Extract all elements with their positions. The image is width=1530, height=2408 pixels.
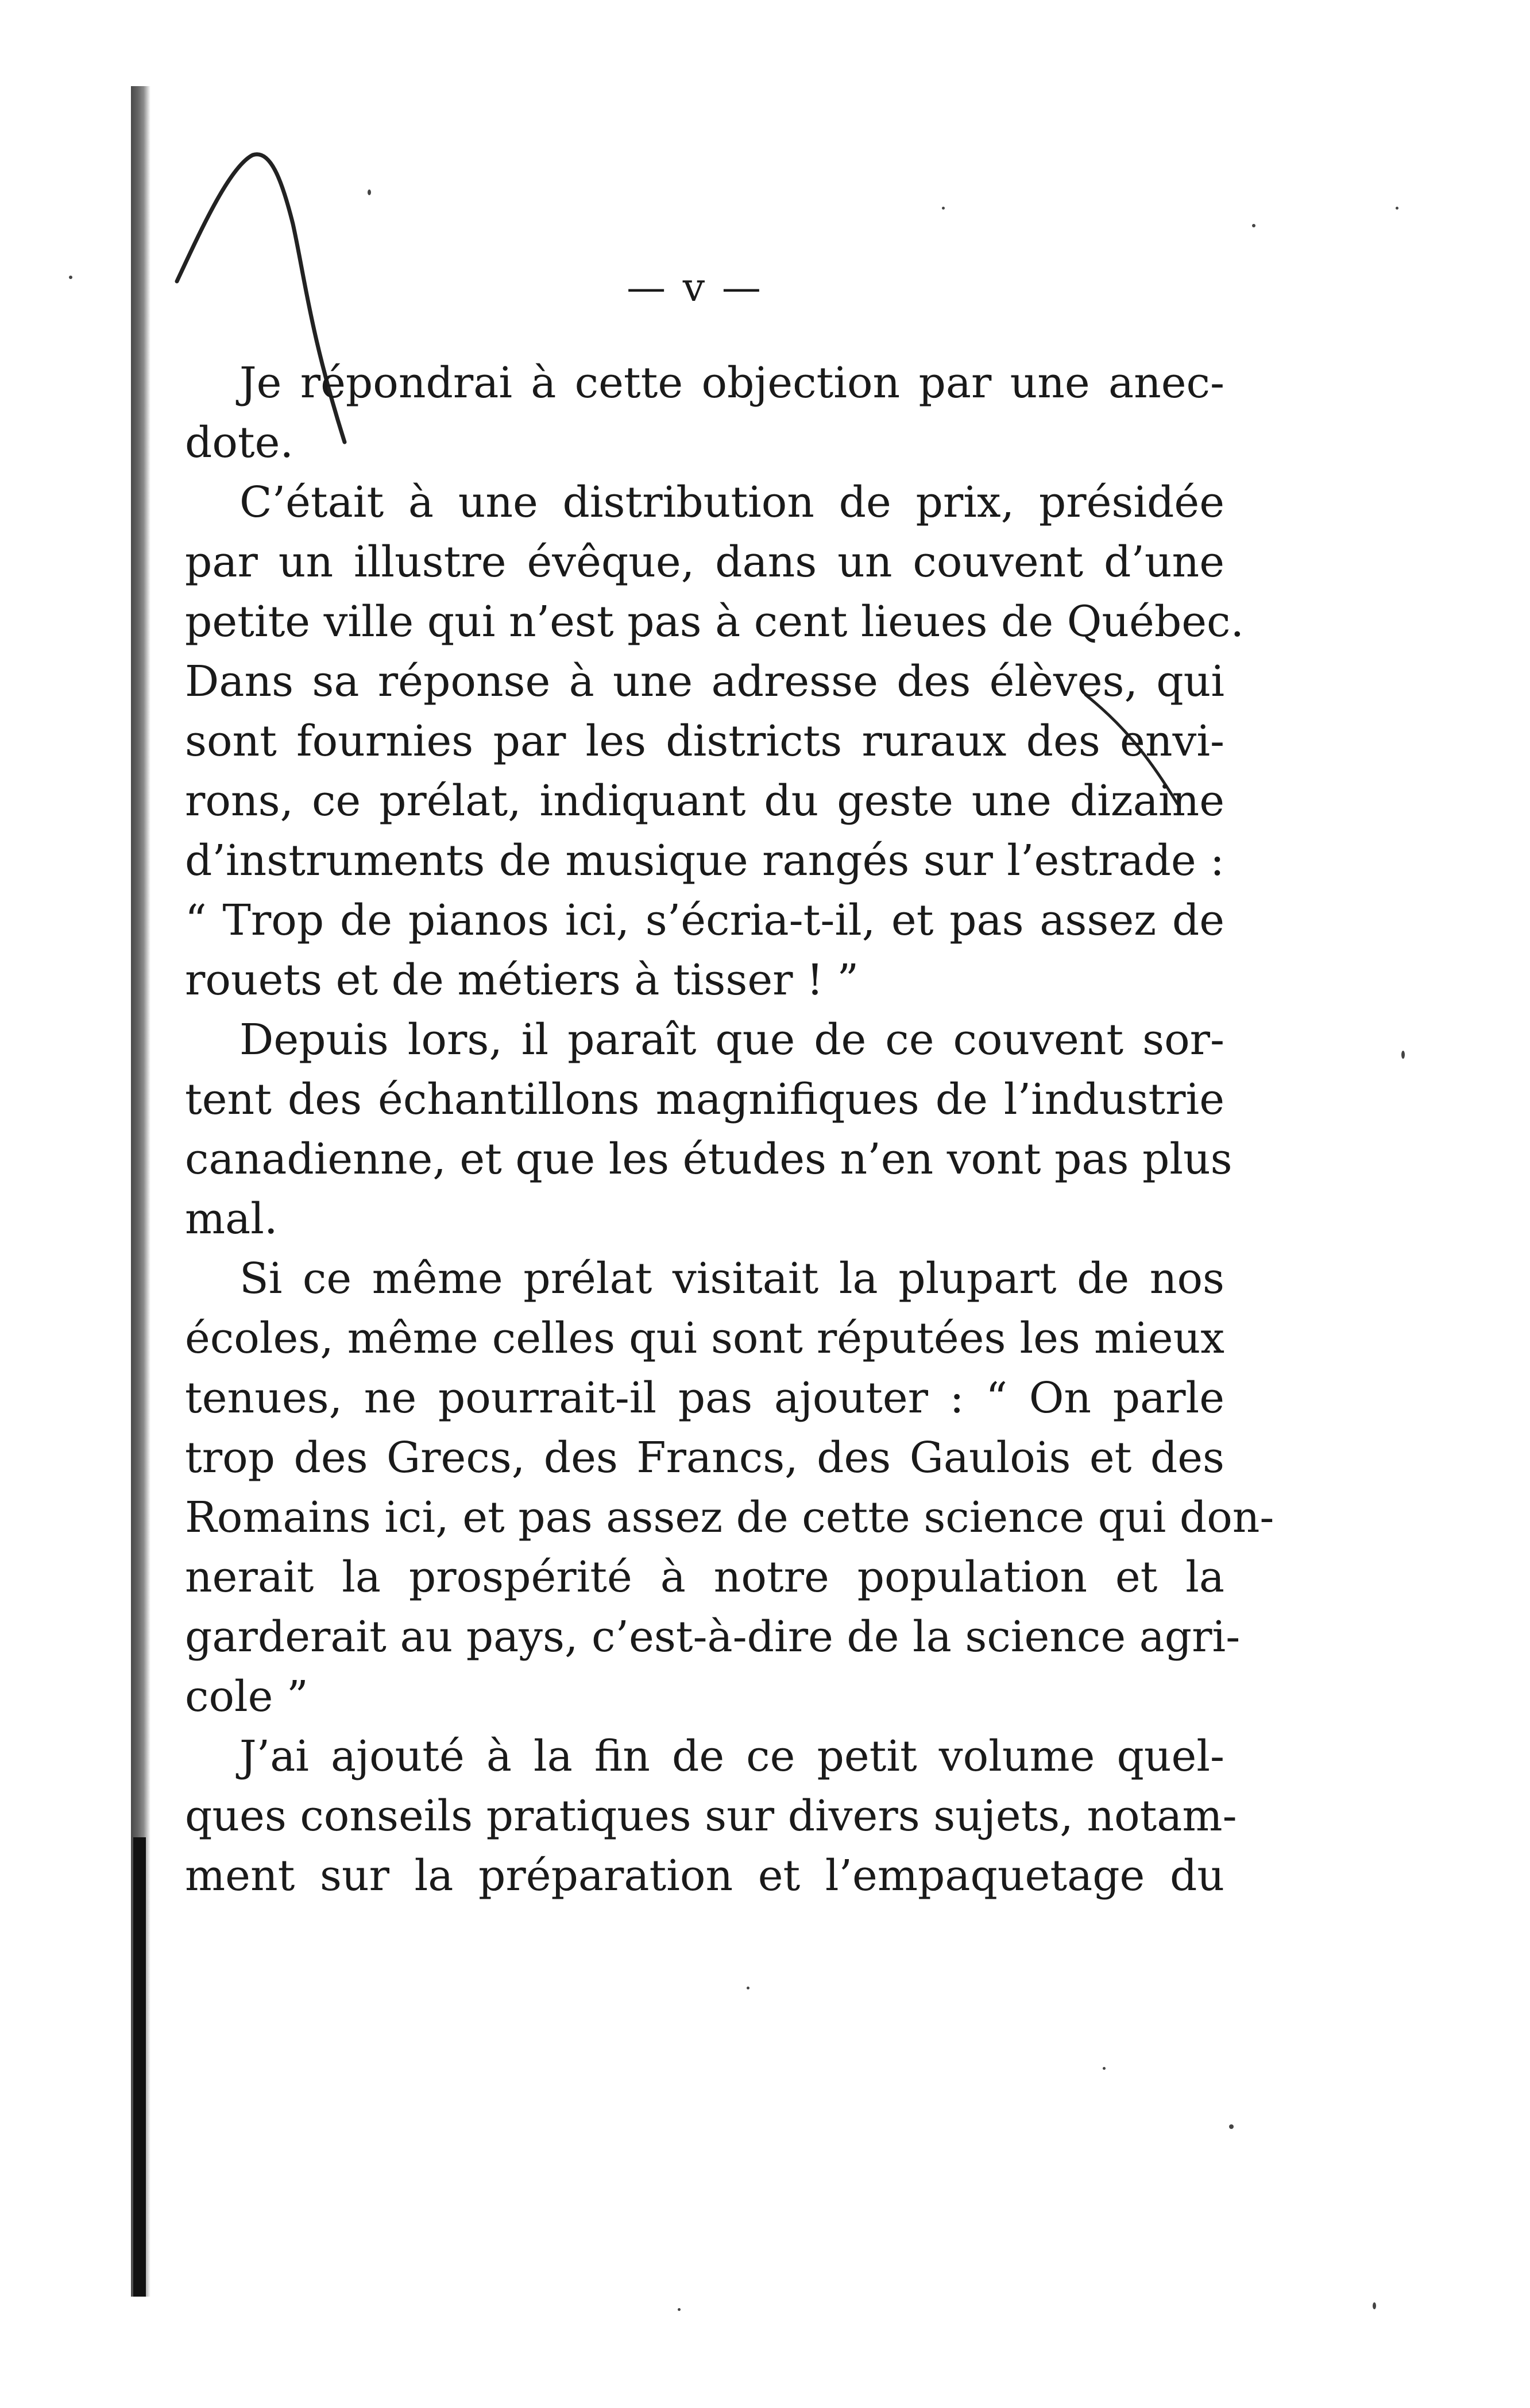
text-line: canadienne, et que les études n’en vont pas plus [185,1135,1232,1184]
scan-speck [368,189,371,195]
text-line: d’instruments de musique rangés sur l’estrade : [185,836,1224,885]
scan-speck [678,2308,681,2311]
text-line: par un illustre évêque, dans un couvent d’une [185,537,1224,587]
scan-speck [69,276,72,279]
text-line: petite ville qui n’est pas à cent lieues de Québec. [185,597,1244,646]
text-line: rons, ce prélat, indiquant du geste une dizaine [185,776,1224,826]
text-line: rouets et de métiers à tisser ! ” [185,955,859,1005]
paragraph-4 [185,1249,1274,1726]
text-line: tenues, ne pourrait-il pas ajouter : “ On parle [185,1373,1224,1423]
text-line: J’ai ajouté à la fin de ce petit volume quel- [239,1732,1224,1781]
text-line: écoles, même celles qui sont réputées les mieux [185,1314,1224,1363]
text-line: mal. [185,1194,278,1244]
text-line: ques conseils pratiques sur divers sujets, notam- [185,1791,1237,1841]
scan-speck [1252,224,1255,227]
scan-speck [1401,1051,1405,1059]
page-binding-dark-edge [133,1837,146,2297]
scan-speck [1396,207,1398,210]
paragraph-2 [185,473,1244,1010]
text-line: dote. [185,418,293,467]
paragraph-1 [185,353,1224,473]
text-line: tent des échantillons magnifiques de l’industrie [185,1075,1224,1124]
body-text [185,353,1274,1906]
paragraph-5 [185,1726,1237,1906]
scan-speck [1229,2124,1234,2129]
text-line: nerait la prospérité à notre population et la [185,1553,1224,1602]
text-line: garderait au pays, c’est-à-dire de la science agri- [185,1612,1241,1662]
text-line: Je répondrai à cette objection par une anec- [239,358,1224,408]
text-line: Si ce même prélat visitait la plupart de nos [239,1254,1224,1303]
text-line: Depuis lors, il paraît que de ce couvent sor- [239,1015,1224,1064]
text-line: sont fournies par les districts ruraux des envi- [185,717,1224,766]
scan-speck [942,207,945,210]
text-line: ment sur la préparation et l’empaquetage du [185,1851,1224,1900]
text-line: Romains ici, et pas assez de cette science qui don- [185,1493,1274,1542]
text-line: C’était à une distribution de prix, présidée [239,478,1224,527]
text-line: trop des Grecs, des Francs, des Gaulois et des [185,1433,1224,1482]
page-folio: — v — [627,265,763,311]
text-line: cole ” [185,1672,308,1721]
scan-speck [747,1987,749,1989]
scan-speck [1103,2067,1106,2070]
text-line: Dans sa réponse à une adresse des élèves, qui [185,657,1224,706]
paragraph-3 [185,1010,1232,1249]
scan-speck [1373,2302,1376,2309]
text-line: “ Trop de pianos ici, s’écria-t-il, et pas assez de [185,896,1224,945]
